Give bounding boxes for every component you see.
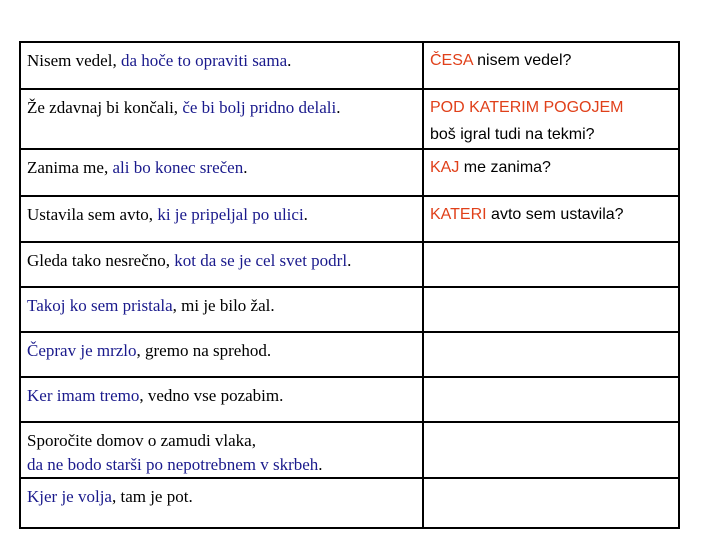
table-body [20, 42, 679, 528]
table-row [20, 89, 679, 149]
subordinate-clause: ki je pripeljal po ulici [157, 205, 304, 224]
sentence-text: avto sem ustavila? [486, 206, 624, 223]
sentence-text: boš igral tudi na tekmi? [430, 126, 595, 143]
sentence-text: Nisem vedel, [27, 51, 121, 70]
sentence-text: Že zdavnaj bi končali, [27, 98, 183, 117]
sentence-text: Zanima me, [27, 158, 113, 177]
sentence-text: . [287, 51, 292, 70]
sentence-cell [20, 42, 423, 89]
question-cell[interactable] [423, 287, 679, 332]
question-word: KATERI [430, 206, 487, 223]
question-cell[interactable] [423, 149, 679, 196]
subordinate-clause: Ker imam tremo [27, 386, 140, 405]
sentence-text: . [318, 455, 323, 474]
subordinate-clause: Takoj ko sem pristala [27, 296, 173, 315]
question-cell[interactable] [423, 42, 679, 89]
sentence-text: , mi je bilo žal. [172, 296, 275, 315]
question-word: POD KATERIM POGOJEM [430, 99, 624, 116]
question-word: KAJ [430, 159, 460, 176]
sentence-cell [20, 242, 423, 287]
sentence-text: , gremo na sprehod. [136, 341, 272, 360]
sentence-text: Sporočite domov o zamudi vlaka, [27, 431, 256, 450]
sentence-text: me zanima? [459, 159, 551, 176]
subordinate-clause: če bi bolj pridno delali [182, 98, 337, 117]
question-cell[interactable] [423, 196, 679, 242]
question-cell[interactable] [423, 377, 679, 422]
sentence-text: , vedno vse pozabim. [139, 386, 284, 405]
subordinate-clause: da ne bodo starši po nepotrebnem v skrbeh [27, 455, 319, 474]
sentence-cell [20, 478, 423, 528]
question-cell[interactable] [423, 242, 679, 287]
subordinate-clause: ali bo konec srečen [112, 158, 244, 177]
sentence-text: . [336, 98, 341, 117]
question-cell[interactable] [423, 332, 679, 377]
question-cell[interactable] [423, 478, 679, 528]
sentence-cell [20, 377, 423, 422]
subordinate-clause: da hoče to opraviti sama [120, 51, 288, 70]
sentence-text: Gleda tako nesrečno, [27, 251, 175, 270]
sentence-cell [20, 332, 423, 377]
sentence-table [19, 41, 680, 529]
subordinate-clause: Čeprav je mrzlo [27, 341, 137, 360]
sentence-text: . [347, 251, 352, 270]
subordinate-clause: Kjer je volja [27, 487, 112, 506]
sentence-text: nisem vedel? [472, 52, 572, 69]
sentence-text: . [303, 205, 308, 224]
table-row [20, 422, 679, 478]
sentence-text: , tam je pot. [111, 487, 193, 506]
sentence-cell [20, 287, 423, 332]
table-row [20, 377, 679, 422]
sentence-text: Ustavila sem avto, [27, 205, 158, 224]
sentence-cell [20, 422, 423, 478]
table-row [20, 478, 679, 528]
question-word: ČESA [430, 52, 473, 69]
table-row [20, 287, 679, 332]
table-row [20, 242, 679, 287]
sentence-text: . [243, 158, 248, 177]
sentence-cell [20, 196, 423, 242]
table-row [20, 196, 679, 242]
sentence-cell [20, 149, 423, 196]
table-row [20, 332, 679, 377]
question-cell[interactable] [423, 422, 679, 478]
sentence-cell [20, 89, 423, 149]
table-row [20, 149, 679, 196]
question-cell[interactable] [423, 89, 679, 149]
subordinate-clause: kot da se je cel svet podrl [174, 251, 348, 270]
table-row [20, 42, 679, 89]
